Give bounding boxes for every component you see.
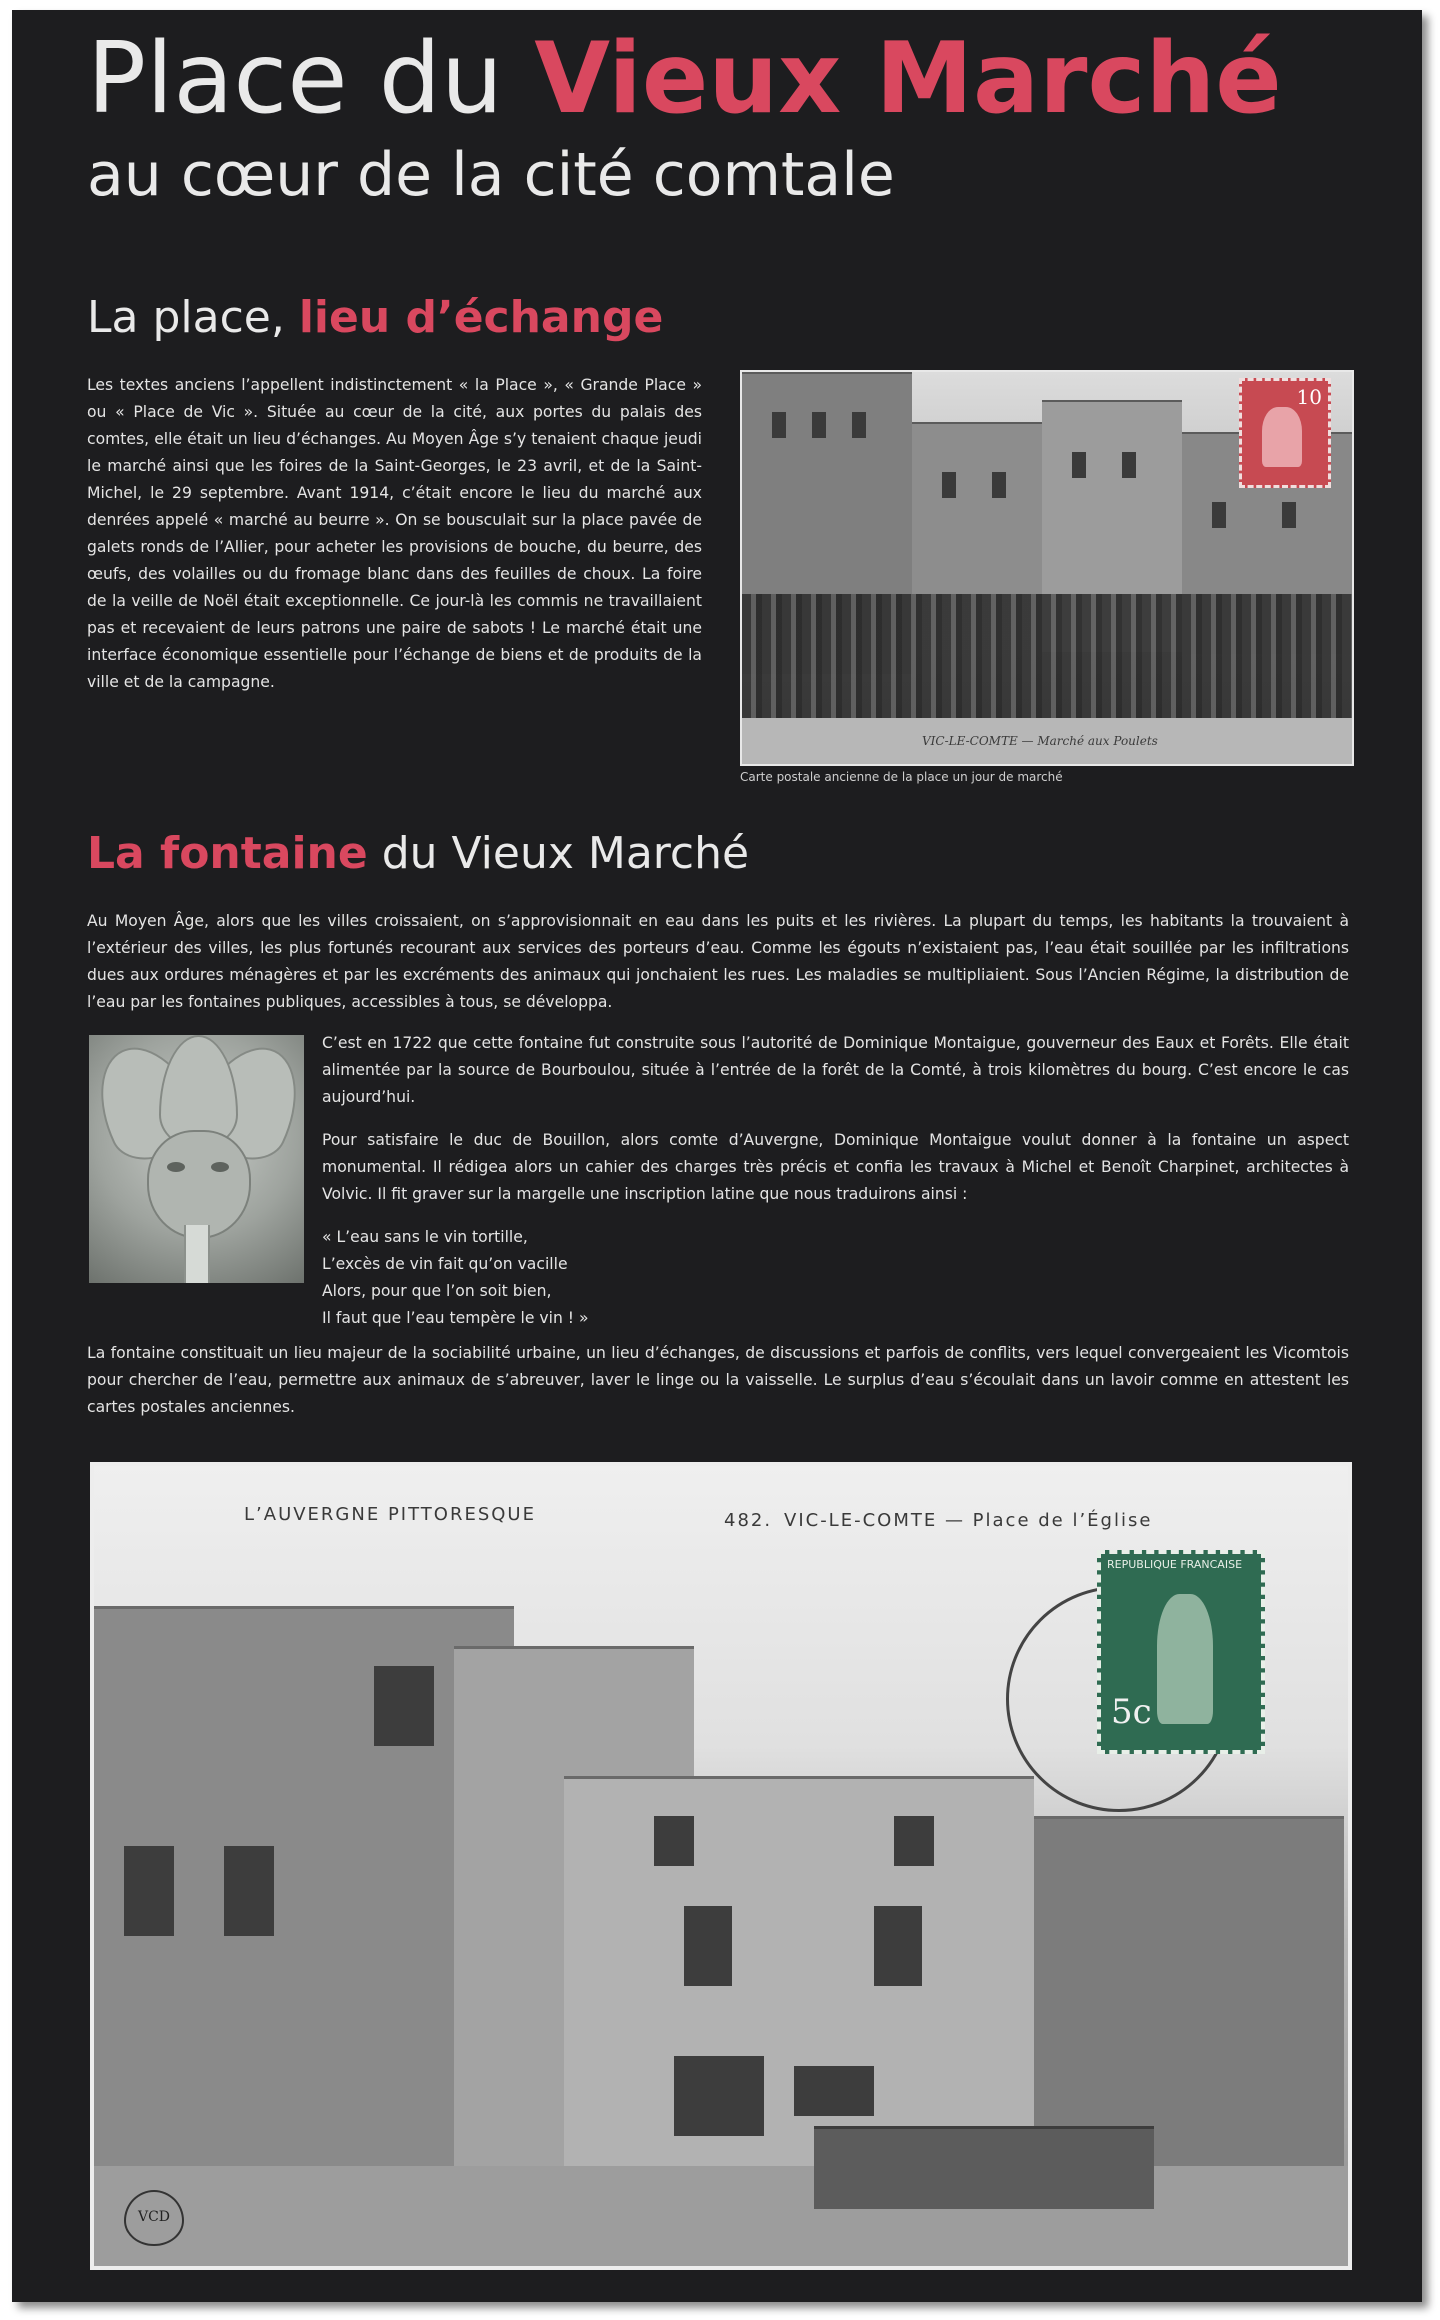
postcard-place: VIC-LE-COMTE — Place de l’Église xyxy=(784,1510,1153,1531)
church-square-postcard xyxy=(90,1462,1352,2270)
section2-paragraph-2: Pour satisfaire le duc de Bouillon, alors comte d’Auvergne, Dominique Montaigue voulut donner à la fontaine un aspect monumental. Il rédigea alors un cahier des charges très précis et confia les travaux à Michel et Benoît Charpinet, architectes à Volvic. Il fit graver sur la margelle une inscription latine que nous traduirons ainsi : xyxy=(322,1131,1349,1203)
section1-heading xyxy=(87,292,663,343)
quote-line: Alors, pour que l’on soit bien, xyxy=(322,1282,552,1300)
stamp-value: 5c xyxy=(1111,1692,1152,1732)
latin-inscription-quote xyxy=(322,1224,1349,1332)
stamp-value: 10 xyxy=(1296,385,1322,409)
quote-line: « L’eau sans le vin tortille, xyxy=(322,1228,528,1246)
market-postcard-photo xyxy=(740,370,1354,766)
photo-legend: VIC-LE-COMTE — Marché aux Poulets xyxy=(922,734,1158,748)
section1-heading-accent: lieu d’échange xyxy=(298,292,664,343)
section1-text: Les textes anciens l’appellent indistinctement « la Place », « Grande Place » ou « Place de Vic ». Située au cœur de la cité, aux portes du palais des comtes, elle était un lieu d’échanges. Au Moyen Âge s’y tenaient chaque jeudi le marché ainsi que les foires de la Saint-Georges, le 23 avril, et de la Saint-Michel, le 29 septembre. Avant 1914, c’était encore le lieu du marché aux denrées appelé « marché au beurre ». On se bousculait sur la place pavée de galets ronds de l’Allier, pour acheter les provisions de bouche, du beurre, des œufs, des volailles ou du fromage blanc dans des feuilles de choux. La foire de la veille de Noël était exceptionnelle. Ce jour-là les commis ne travaillaient pas et recevaient de leurs patrons une paire de sabots ! Le marché était une interface économique essentielle pour l’échange de biens et de produits de la ville et de la campagne. xyxy=(87,376,702,691)
fountain-mask-photo xyxy=(89,1035,304,1283)
quote-line: Il faut que l’eau tempère le vin ! » xyxy=(322,1309,589,1327)
section2-body xyxy=(322,1030,1349,1332)
page-title xyxy=(87,22,1282,136)
quote-line: L’excès de vin fait qu’on vacille xyxy=(322,1255,568,1273)
postcard-stamp xyxy=(1097,1550,1265,1754)
section2-intro: Au Moyen Âge, alors que les villes croissaient, on s’approvisionnait en eau dans les puits et les rivières. La plupart du temps, les habitants la trouvaient à l’extérieur des villes, les plus fortunés recourant aux services des porteurs d’eau. Comme les égouts n’existaient pas, l’eau était souillée par les infiltrations dues aux ordures ménagères et par les excréments des animaux qui jonchaient les rues. Les maladies se multipliaient. Sous l’Ancien Régime, la distribution de l’eau par les fontaines publiques, accessibles à tous, se développa. xyxy=(87,912,1349,1011)
postcard-number: 482. xyxy=(724,1510,773,1531)
photo-caption: Carte postale ancienne de la place un jour de marché xyxy=(740,770,1063,784)
section2-heading xyxy=(87,828,749,879)
stamp-country: REPUBLIQUE FRANCAISE xyxy=(1107,1558,1243,1571)
page-subtitle: au cœur de la cité comtale xyxy=(87,140,895,210)
section2-heading-accent: La fontaine xyxy=(87,828,368,879)
postcard-series: L’AUVERGNE PITTORESQUE xyxy=(244,1504,536,1525)
title-accent: Vieux Marché xyxy=(534,22,1282,136)
vcd-logo: VCD xyxy=(124,2190,184,2246)
title-prefix: Place du xyxy=(87,22,504,136)
section2-heading-plain: du Vieux Marché xyxy=(381,828,750,879)
section2-paragraph-1: C’est en 1722 que cette fontaine fut construite sous l’autorité de Dominique Montaigue, gouverneur des Eaux et Forêts. Elle était alimentée par la source de Bourboulou, située à l’entrée de la forêt de la Comté, à trois kilomètres du bourg. C’est encore le cas aujourd’hui. xyxy=(322,1034,1349,1106)
section1-heading-plain: La place, xyxy=(87,292,285,343)
postage-stamp xyxy=(1239,378,1331,488)
information-panel xyxy=(12,10,1422,2302)
section2-closing: La fontaine constituait un lieu majeur de la sociabilité urbaine, un lieu d’échanges, de discussions et parfois de conflits, vers lequel convergeaient les Vicomtois pour chercher de l’eau, permettre aux animaux de s’abreuver, laver le linge ou la vaisselle. Le surplus d’eau s’écoulait dans un lavoir comme en attestent les cartes postales anciennes. xyxy=(87,1344,1349,1416)
